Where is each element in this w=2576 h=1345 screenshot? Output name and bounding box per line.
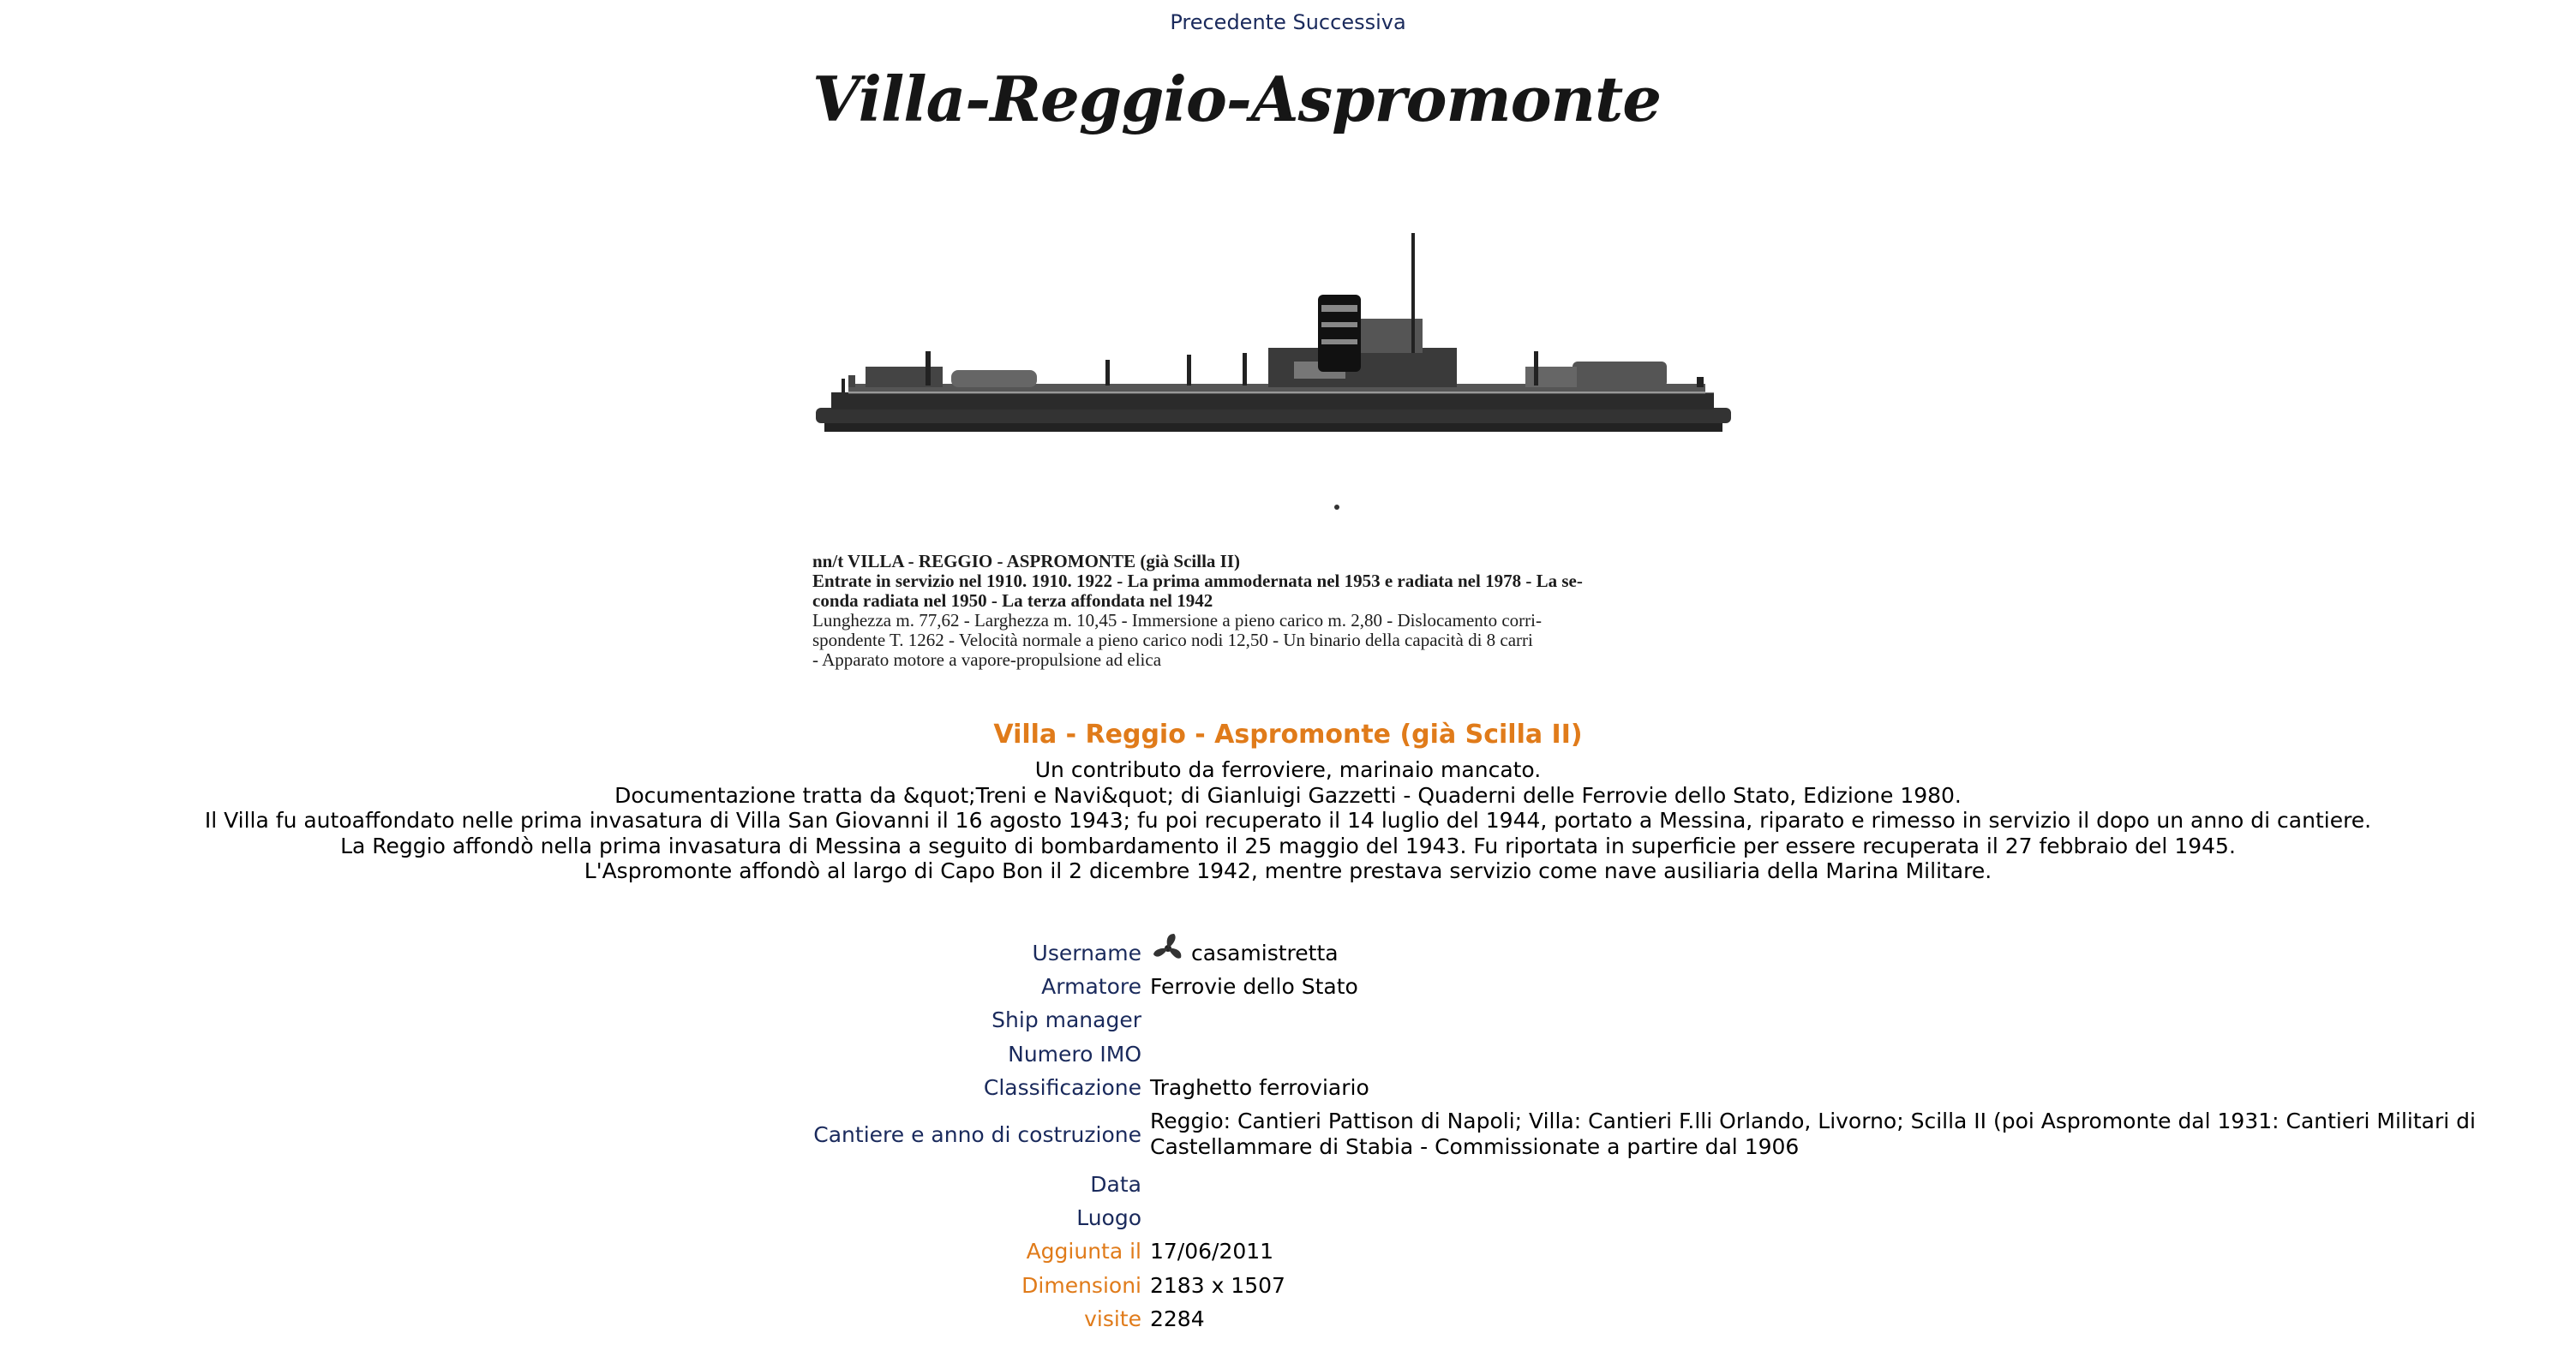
scan-title: Villa-Reggio-Aspromonte — [812, 63, 1662, 135]
next-link[interactable]: Successiva — [1292, 10, 1406, 34]
caption-line: - Apparato motore a vapore-propulsione ad elica — [812, 649, 1162, 670]
aggiunta-value: 17/06/2011 — [1150, 1239, 1274, 1264]
ship-drawing — [797, 233, 1748, 541]
caption-line: Lunghezza m. 77,62 - Larghezza m. 10,45 - Immersione a pieno carico m. 2,80 - Dislocamento corri- — [812, 610, 1542, 631]
imo-label: Numero IMO — [1008, 1042, 1141, 1067]
description-line: Un contributo da ferroviere, marinaio mancato. — [1034, 757, 1542, 782]
description-line: L'Aspromonte affondò al largo di Capo Bon il 2 dicembre 1942, mentre prestava servizio come nave ausiliaria della Marina Militare. — [584, 858, 1992, 883]
username-label: Username — [1032, 941, 1141, 965]
propeller-icon — [1150, 930, 1186, 966]
armatore-label: Armatore — [1041, 974, 1141, 999]
data-label: Data — [1090, 1172, 1141, 1197]
visite-value: 2284 — [1150, 1306, 1205, 1331]
description-line: Il Villa fu autoaffondato nelle prima invasatura di Villa San Giovanni il 16 agosto 1943; fu poi recuperato il 14 luglio del 1944, portato a Messina, riparato e rimesso in servizio il dopo un anno di cantiere. — [204, 808, 2372, 833]
description-line: La Reggio affondò nella prima invasatura di Messina a seguito di bombardamento il 25 maggio del 1943. Fu riportata in superficie per essere recuperata il 27 febbraio del 1945. — [340, 833, 2236, 858]
aggiunta-label: Aggiunta il — [1026, 1239, 1141, 1264]
photo-navigation — [0, 9, 2576, 36]
dimensioni-value: 2183 x 1507 — [1150, 1273, 1285, 1298]
caption-line: spondente T. 1262 - Velocità normale a pieno carico nodi 12,50 - Un binario della capacità di 8 carri — [812, 630, 1533, 650]
description-line: Documentazione tratta da &quot;Treni e Navi&quot; di Gianluigi Gazzetti - Quaderni delle Ferrovie dello Stato, Edizione 1980. — [614, 782, 1962, 808]
cantiere-value: Reggio: Cantieri Pattison di Napoli; Villa: Cantieri F.lli Orlando, Livorno; Scilla II (poi Aspromonte dal 1931: Cantieri Militari di Castellammare di Stabia - Commissionate a partire dal 1906 — [1150, 1109, 2476, 1159]
username-value-wrap — [1150, 941, 2487, 966]
luogo-label: Luogo — [1076, 1205, 1141, 1230]
caption-line: conda radiata nel 1950 - La terza affondata nel 1942 — [812, 590, 1213, 611]
photo-description — [0, 757, 2576, 884]
caption-line: nn/t VILLA - REGGIO - ASPROMONTE (già Scilla II) — [812, 551, 1241, 571]
visite-label: visite — [1084, 1306, 1141, 1331]
username-link[interactable]: casamistretta — [1191, 941, 1339, 965]
ship-manager-label: Ship manager — [991, 1007, 1141, 1032]
classificazione-value: Traghetto ferroviario — [1150, 1075, 1369, 1100]
armatore-value: Ferrovie dello Stato — [1150, 974, 1358, 999]
dimensioni-label: Dimensioni — [1021, 1273, 1141, 1298]
cantiere-label: Cantiere e anno di costruzione — [813, 1122, 1141, 1147]
scan-caption — [812, 552, 1748, 670]
photo-title: Villa - Reggio - Aspromonte (già Scilla II) — [993, 720, 1583, 750]
ship-scan-image — [797, 45, 1748, 689]
previous-link[interactable]: Precedente — [1170, 10, 1286, 34]
caption-line: Entrate in servizio nel 1910. 1910. 1922 - La prima ammodernata nel 1953 e radiata nel 1978 - La se- — [812, 571, 1583, 591]
classificazione-label: Classificazione — [983, 1075, 1141, 1100]
